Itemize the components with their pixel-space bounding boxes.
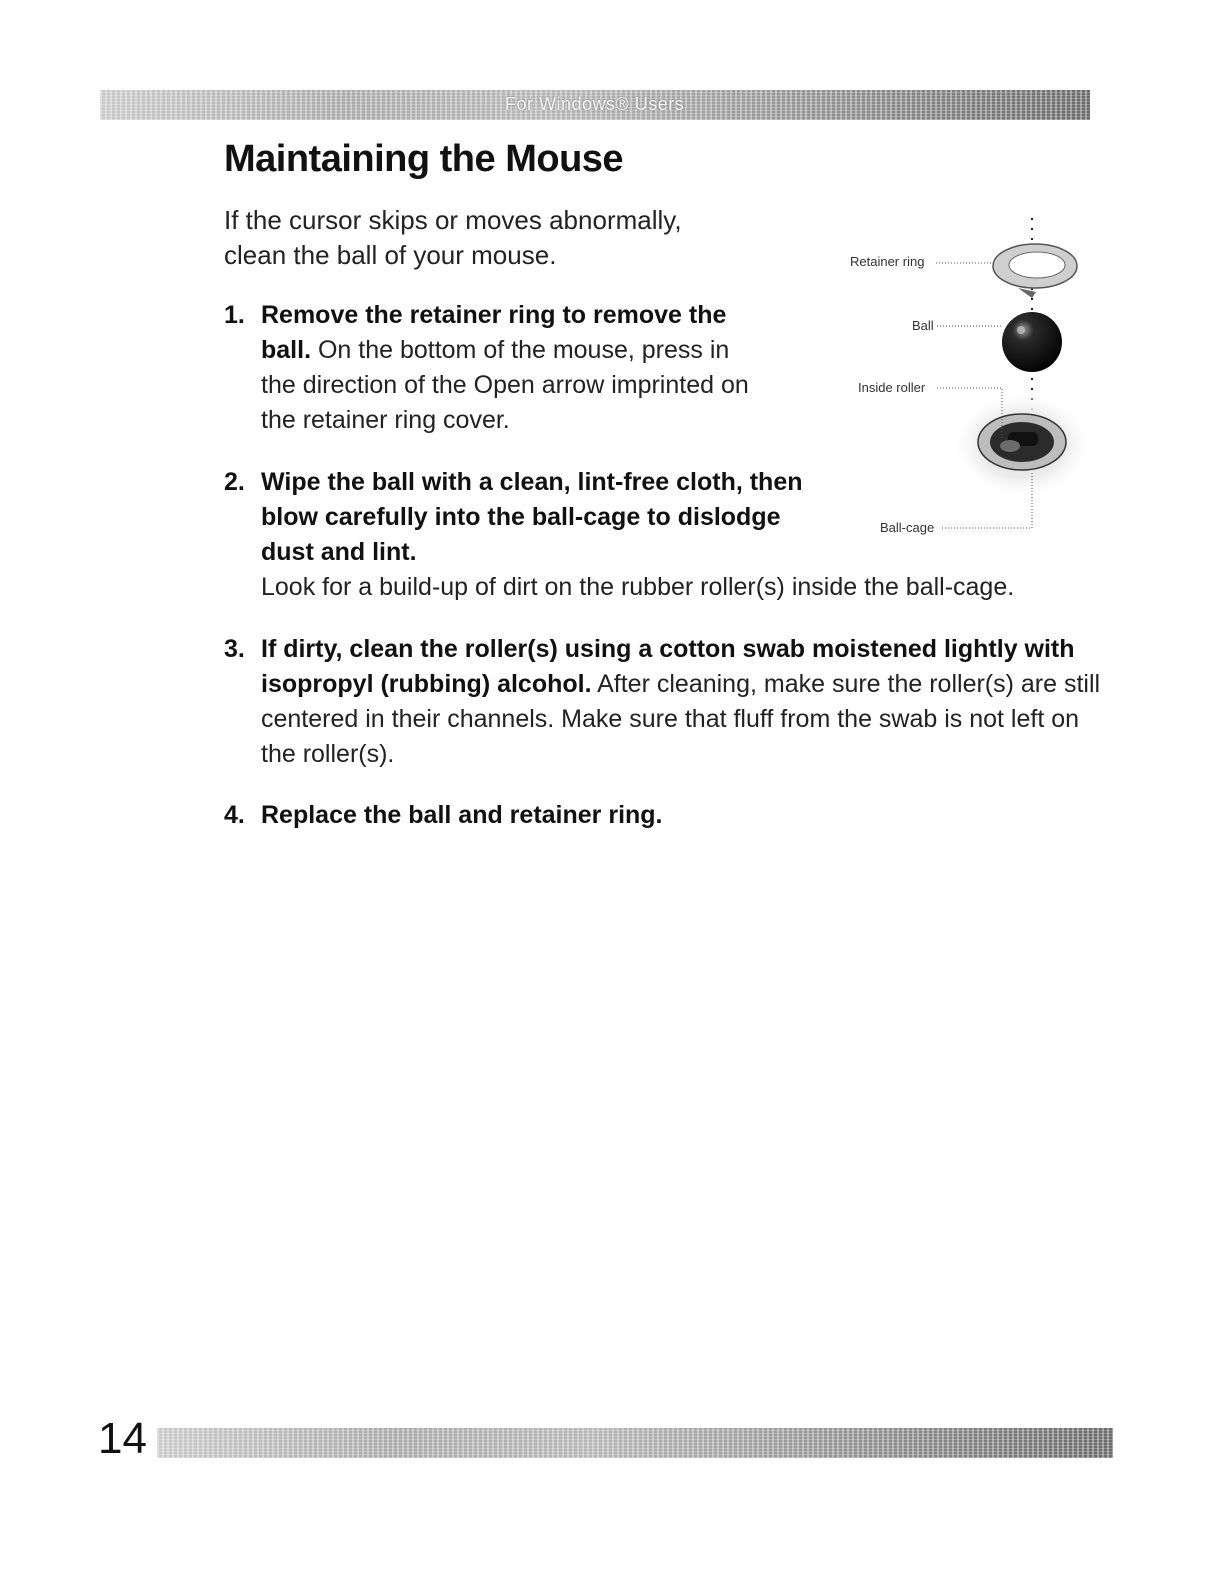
step-lead: Replace the ball and retainer ring. (261, 801, 663, 829)
callout-ball: Ball (912, 318, 934, 333)
step-lead: Wipe the ball with a clean, lint-free cloth, then blow carefully into the ball-cage to dislodge dust and lint. (261, 468, 803, 566)
step-text: Look for a build-up of dirt on the rubber roller(s) inside the ball-cage. (261, 573, 1015, 601)
header-label: For Windows® Users (505, 94, 685, 114)
step-lead: If dirty, clean the roller(s) using a cotton swab moistened lightly with isopropyl (rubbing) alcohol. (261, 635, 1075, 698)
step-text: On the bottom of the mouse, press in the direction of the Open arrow imprinted on the retainer ring cover. (261, 336, 749, 434)
footer-band (157, 1428, 1113, 1458)
header-band (100, 90, 1090, 120)
callout-retainer-ring: Retainer ring (850, 254, 925, 269)
step-number: 3. (224, 635, 245, 663)
step-item-4 (224, 798, 824, 838)
step-number: 4. (224, 801, 245, 829)
step-body (261, 632, 1111, 772)
step-body (261, 298, 761, 438)
step-item-1 (224, 298, 764, 448)
step-number: 2. (224, 468, 245, 496)
step-item-3 (224, 632, 1114, 782)
step-text: After cleaning, make sure the roller(s) are still centered in their channels. Make sure that fluff from the swab is not left on the roller(s). (261, 670, 1101, 768)
ball-cage-shape (978, 414, 1066, 470)
mouse-ball-figure (840, 210, 1090, 560)
step-body (261, 798, 811, 833)
ball-shape (1002, 312, 1062, 372)
retainer-ring-shape (993, 244, 1077, 298)
callout-ball-cage: Ball-cage (880, 520, 935, 535)
step-number: 1. (224, 301, 245, 329)
intro-paragraph: If the cursor skips or moves abnormally, clean the ball of your mouse. (224, 205, 682, 270)
step-lead: Remove the retainer ring to remove the ball. (261, 301, 727, 364)
page-number: 14 (98, 1414, 147, 1463)
callout-inside-roller: Inside roller (858, 380, 926, 395)
page-title: Maintaining the Mouse (224, 138, 624, 180)
